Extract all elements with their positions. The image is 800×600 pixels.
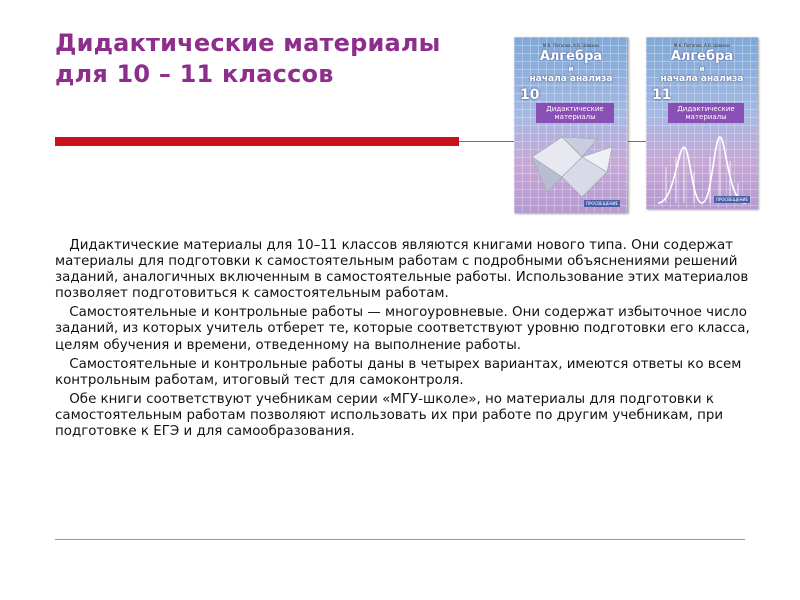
- bullet-paragraph: [55, 392, 755, 440]
- book-subtitle: начала анализа: [660, 74, 744, 84]
- title-accent-bar: [55, 137, 459, 146]
- book-title: Алгебра: [539, 49, 603, 64]
- book-title-conjunction: и: [568, 65, 574, 73]
- bullet-paragraph: [55, 357, 755, 389]
- book-title-conjunction: и: [699, 65, 705, 73]
- book-cover-grade-10: [514, 37, 628, 213]
- book-title: Алгебра: [670, 49, 734, 64]
- paragraph-text: Самостоятельные и контрольные работы — многоуровневые. Они содержат избыточное число заданий, из которых учитель отберет те, которые соответствуют уровню подготовки его класса, целям обучения и времени, отведенному на выполнение работы.: [55, 305, 750, 353]
- book-publisher-logo: ПРОСВЕЩЕНИЕ: [715, 197, 748, 202]
- book-cover-grade-11: [646, 37, 758, 209]
- slide-title-line-1: Дидактические материалы: [55, 29, 441, 57]
- book-subtitle: начала анализа: [529, 74, 613, 84]
- footer-divider-line: [55, 539, 745, 540]
- book-series-label: Дидактические материалы: [536, 103, 614, 123]
- book-cover-geometric-art: [522, 127, 618, 205]
- paragraph-text: Обе книги соответствуют учебникам серии «МГУ-школе», но материалы для подготовки к самостоятельным работам позволяют использовать их при работе по другим учебникам, при подготовке к ЕГЭ и для самообразования.: [55, 391, 724, 440]
- slide-body: [55, 238, 755, 443]
- book-grade-number: 11: [652, 87, 672, 103]
- book-authors: М.К. Потапов, А.В. Шевкин: [673, 43, 731, 48]
- bullet-paragraph: [55, 238, 755, 302]
- book-cover-graph-art: [654, 127, 750, 205]
- paragraph-text: Дидактические материалы для 10–11 классов являются книгами нового типа. Они содержат материалы для подготовки к самостоятельным работам с подробными объяснениями решений заданий, аналогичных включенным в самостоятельные работы. Использование этих материалов позволяет подготовиться к самостоятельным работам.: [55, 238, 749, 302]
- book-publisher-logo: ПРОСВЕЩЕНИЕ: [585, 201, 618, 206]
- bullet-paragraph: [55, 305, 755, 353]
- slide-title: [55, 28, 441, 90]
- book-authors: М.К. Потапов, А.В. Шевкин: [542, 43, 600, 48]
- slide-title-line-2: для 10 – 11 классов: [55, 60, 334, 88]
- book-series-label: Дидактические материалы: [668, 103, 744, 123]
- paragraph-text: Самостоятельные и контрольные работы даны в четырех вариантах, имеются ответы ко всем контрольным работам, итоговый тест для самоконтроля.: [55, 356, 742, 388]
- book-grade-number: 10: [520, 87, 540, 103]
